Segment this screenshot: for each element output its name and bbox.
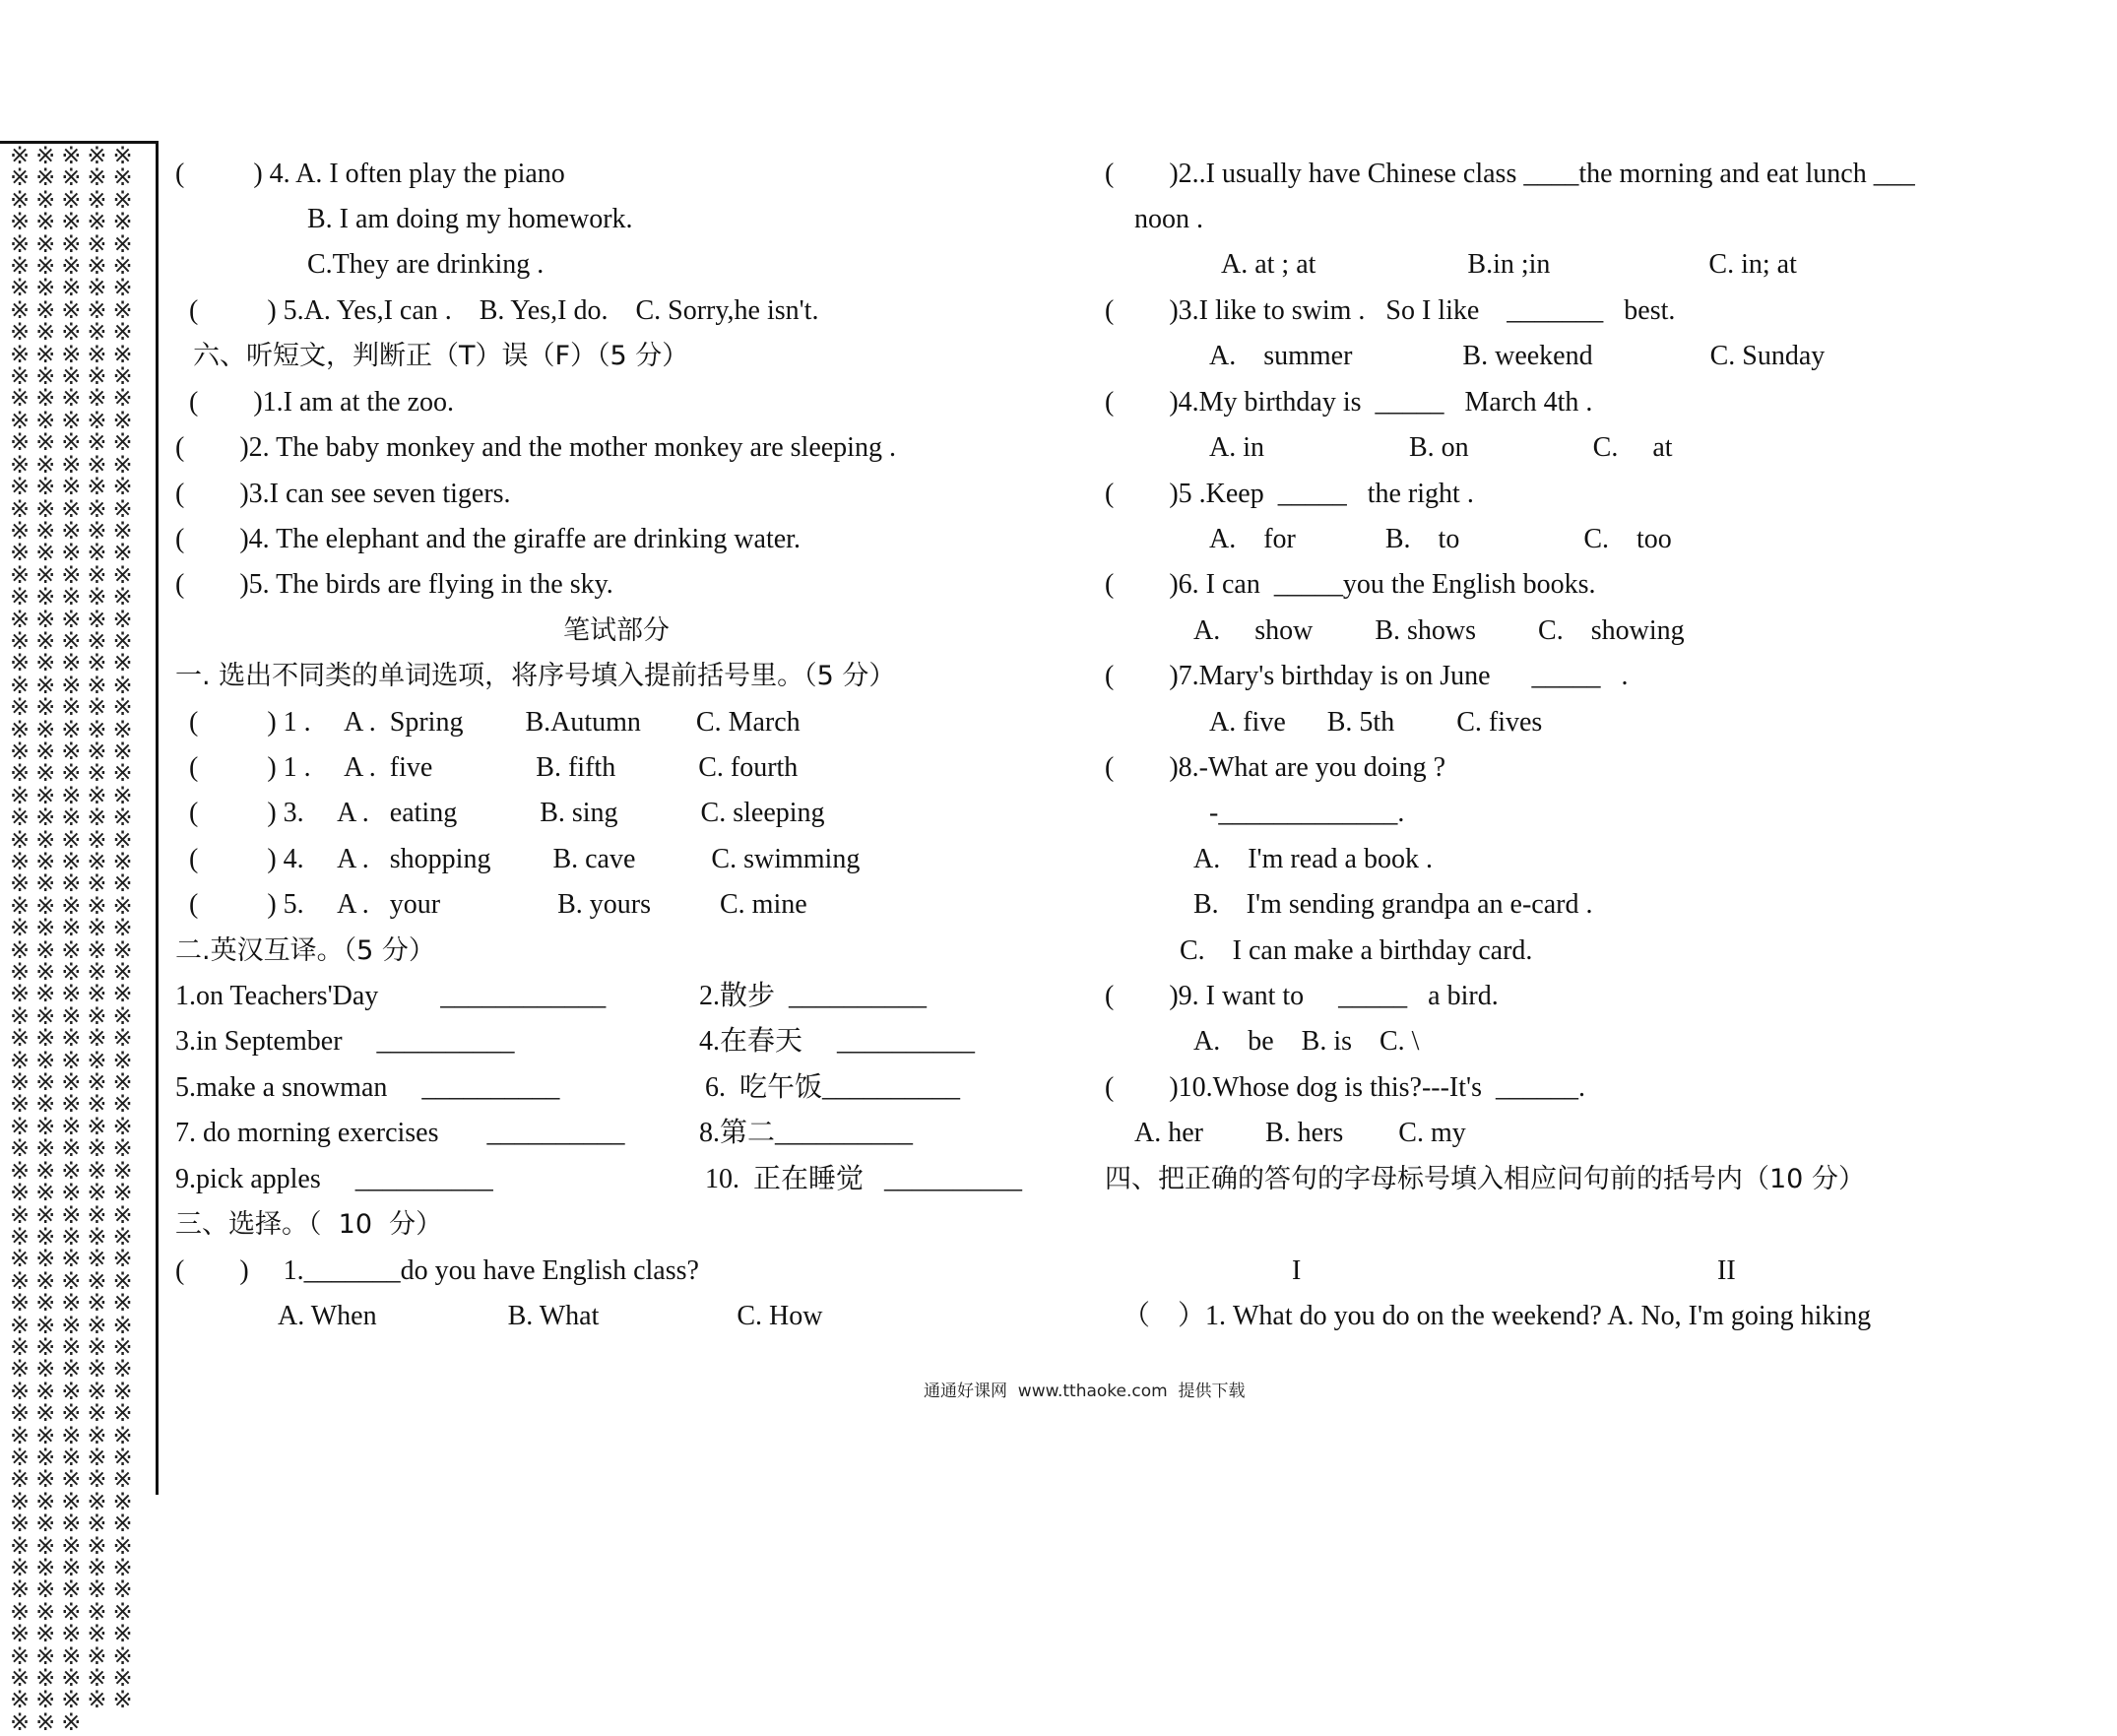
choice-question-9: ( )9. I want to _____ a bird. (1105, 981, 1499, 1011)
footer-source: 通通好课网 www.tthaoke.com 提供下载 (924, 1382, 1246, 1401)
section-3-heading: 三、选择。（ 10 分） (175, 1209, 443, 1240)
section-4-heading: 四、把正确的答句的字母标号填入相应问句前的括号内（10 分） (1105, 1164, 1865, 1194)
odd-one-out-5: ( ) 5. A . your B. yours C. mine (189, 889, 807, 920)
choice-question-8-option-c: C. I can make a birthday card. (1180, 935, 1533, 966)
section-6-heading: 六、听短文，判断正（T）误（F）（5 分） (193, 341, 689, 371)
translate-item-6: 6. 吃午饭__________ (705, 1072, 961, 1103)
border-pattern: ※※※※※※※※※※※※※※※※※※※※※※※※※※※※※※※※※※※※※※※※※※※※※※※※※※※※※※※※※※※※※※※※※※※※※※※※※※※※※※※※※※※※※※※※※※※※※※※※※※※※※※※※※※※※※※※※※※※※※※※※※※※※※※※※※※※※※※※※※※※※※※※※※※※※※※※※※※※※※※※※※※※※※※※※※※※※※※※※※※※※※※※※※※※※※※※※※※※※※※※※※※※※※※※※※※※※※※※※※※※※※※※※※※※※※※※※※※※※※※※※※※※※※※※※※※※※※※※※※※※※※※※※※※※※※※※※※※※※※※※※※※※※※※※※※※※※※※※※※※※※※※※※※※※※※※※※※※※※※※※※※※※※※※※※※※※※※※※※※※※※※※※※※※※※※※※※※※※※※※ (10, 142, 139, 1736)
choice-question-8-option-a: A. I'm read a book . (1193, 844, 1433, 874)
odd-one-out-4: ( ) 4. A . shopping B. cave C. swimming (189, 844, 861, 874)
column-header-i: I (1292, 1255, 1302, 1286)
choice-question-4: ( )4.My birthday is _____ March 4th . (1105, 387, 1593, 418)
tf-question-3: ( )3.I can see seven tigers. (175, 479, 511, 509)
translate-item-5: 5.make a snowman __________ (175, 1072, 560, 1103)
translate-item-4: 4.在春天 __________ (699, 1026, 976, 1057)
tf-question-4: ( )4. The elephant and the giraffe are drinking water. (175, 524, 801, 554)
section-1-heading: 一. 选出不同类的单词选项，将序号填入提前括号里。（5 分） (175, 661, 896, 691)
translate-item-2: 2.散步 __________ (699, 981, 928, 1011)
choice-question-1-options: A. When B. What C. How (278, 1301, 823, 1331)
translate-item-1: 1.on Teachers'Day ____________ (175, 981, 607, 1011)
tf-question-5: ( )5. The birds are flying in the sky. (175, 569, 613, 600)
odd-one-out-1a: ( ) 1 . A . Spring B.Autumn C. March (189, 707, 801, 738)
tf-question-1: ( )1.I am at the zoo. (189, 387, 455, 418)
column-header-ii: II (1717, 1255, 1736, 1286)
choice-question-8-option-b: B. I'm sending grandpa an e-card . (1193, 889, 1593, 920)
choice-question-9-options: A. be B. is C. \ (1193, 1026, 1420, 1057)
choice-question-1: ( ) 1._______do you have English class? (175, 1255, 699, 1286)
choice-question-8-blank: -_____________. (1209, 798, 1405, 828)
choice-question-2: ( )2..I usually have Chinese class ____the morning and eat lunch ___ (1105, 159, 1915, 189)
choice-question-7-options: A. five B. 5th C. fives (1209, 707, 1543, 738)
choice-question-6-options: A. show B. shows C. showing (1193, 615, 1685, 646)
choice-question-4-options: A. in B. on C. at (1209, 432, 1673, 463)
translate-item-7: 7. do morning exercises __________ (175, 1118, 625, 1148)
choice-question-6: ( )6. I can _____you the English books. (1105, 569, 1596, 600)
section-2-heading: 二.英汉互译。（5 分） (175, 935, 435, 966)
choice-question-5-options: A. for B. to C. too (1209, 524, 1672, 554)
border-divider-line (156, 141, 159, 1495)
choice-question-7: ( )7.Mary's birthday is on June _____ . (1105, 661, 1629, 691)
matching-question-1: （ ）1. What do you do on the weekend? A. No, I'm going hiking (1123, 1301, 1872, 1331)
choice-question-2-options: A. at ; at B.in ;in C. in; at (1221, 249, 1797, 280)
decorative-border (0, 141, 156, 1736)
question-4-option-b: B. I am doing my homework. (307, 204, 633, 234)
choice-question-3: ( )3.I like to swim . So I like _______ best. (1105, 295, 1676, 326)
choice-question-2-cont: noon . (1134, 204, 1203, 234)
listening-question-5: ( ) 5.A. Yes,I can . B. Yes,I do. C. Sorry,he isn't. (189, 295, 819, 326)
odd-one-out-1b: ( ) 1 . A . five B. fifth C. fourth (189, 752, 799, 783)
translate-item-3: 3.in September __________ (175, 1026, 515, 1057)
question-4-option-c: C.They are drinking . (307, 249, 545, 280)
translate-item-10: 10. 正在睡觉 __________ (705, 1164, 1023, 1194)
choice-question-3-options: A. summer B. weekend C. Sunday (1209, 341, 1826, 371)
choice-question-8: ( )8.-What are you doing ? (1105, 752, 1445, 783)
choice-question-10-options: A. her B. hers C. my (1134, 1118, 1466, 1148)
translate-item-9: 9.pick apples __________ (175, 1164, 493, 1194)
translate-item-8: 8.第二__________ (699, 1118, 914, 1148)
choice-question-5: ( )5 .Keep _____ the right . (1105, 479, 1474, 509)
odd-one-out-3: ( ) 3. A . eating B. sing C. sleeping (189, 798, 825, 828)
choice-question-10: ( )10.Whose dog is this?---It's ______. (1105, 1072, 1585, 1103)
listening-question-4: ( ) 4. A. I often play the piano (175, 159, 565, 189)
written-part-heading: 笔试部分 (563, 615, 670, 646)
tf-question-2: ( )2. The baby monkey and the mother monkey are sleeping . (175, 432, 896, 463)
